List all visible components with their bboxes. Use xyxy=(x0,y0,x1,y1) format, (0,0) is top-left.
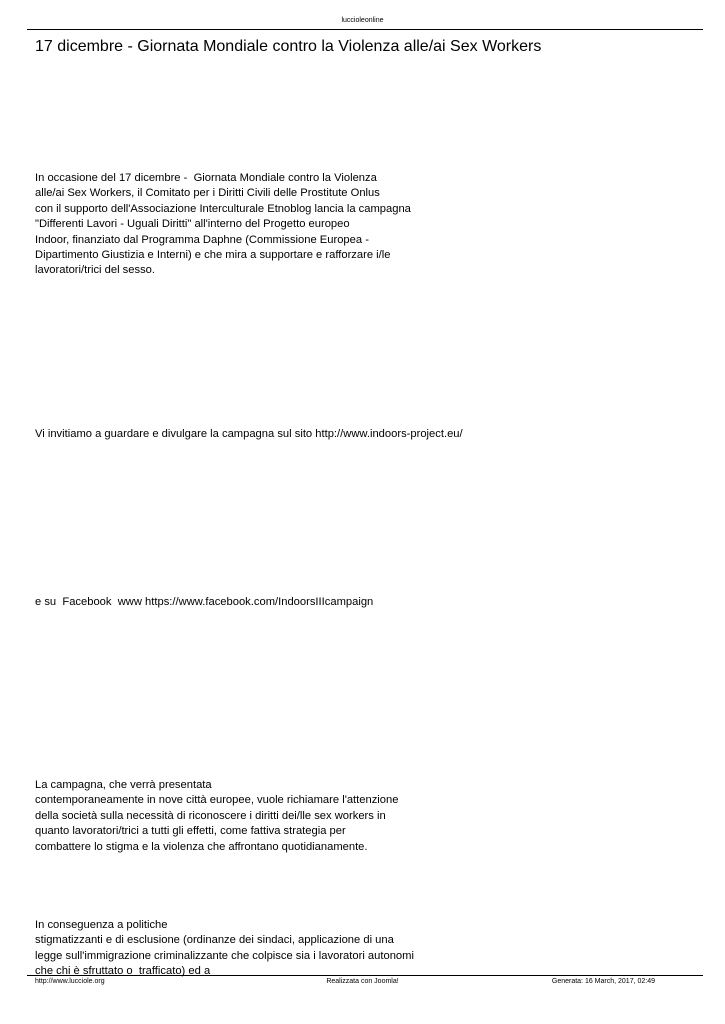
article-paragraph-1 xyxy=(35,171,411,279)
campaign-site-text: Vi invitiamo a guardare e divulgare la campagna sul sito http://www.indoors-project.eu/ xyxy=(35,428,463,440)
footer-site-url: http://www.lucciole.org xyxy=(35,978,105,985)
paragraph-line: Indoor, finanziato dal Programma Daphne (Commissione Europea - xyxy=(35,233,369,246)
page-header-site-name: luccioleonline xyxy=(341,17,384,24)
article-paragraph-3 xyxy=(35,595,373,610)
paragraph-line: La campagna, che verrà presentata xyxy=(35,779,212,791)
footer-generated-date: Generata: 16 March, 2017, 02:49 xyxy=(551,978,655,985)
paragraph-line: "Differenti Lavori - Uguali Diritti" all'interno del Progetto europeo xyxy=(35,218,350,231)
paragraph-line: della società sulla necessità di riconoscere i diritti dei/lle sex workers in xyxy=(35,809,386,822)
header-divider xyxy=(27,29,703,30)
article-paragraph-4 xyxy=(35,778,398,855)
article-paragraph-2 xyxy=(35,427,463,442)
paragraph-line: quanto lavoratori/trici a tutti gli effetti, come fattiva strategia per xyxy=(35,825,346,838)
paragraph-line: In occasione del 17 dicembre - Giornata Mondiale contro la Violenza xyxy=(35,172,377,184)
paragraph-line: lavoratori/trici del sesso. xyxy=(35,264,155,277)
paragraph-line: combattere lo stigma e la violenza che affrontano quotidianamente. xyxy=(35,840,368,853)
footer-divider xyxy=(27,975,703,976)
footer-made-with: Realizzata con Joomla! xyxy=(326,978,399,985)
paragraph-line: che chi è sfruttato o trafficato) ed a xyxy=(35,965,211,978)
paragraph-line: stigmatizzanti e di esclusione (ordinanze dei sindaci, applicazione di una xyxy=(35,934,394,947)
article-title: 17 dicembre - Giornata Mondiale contro la Violenza alle/ai Sex Workers xyxy=(35,38,542,55)
paragraph-line: alle/ai Sex Workers, il Comitato per i Diritti Civili delle Prostitute Onlus xyxy=(35,187,380,200)
facebook-text: e su Facebook www https://www.facebook.com/IndoorsIIIcampaign xyxy=(35,596,374,608)
paragraph-line: Dipartimento Giustizia e Interni) e che mira a supportare e rafforzare i/le xyxy=(35,249,391,262)
paragraph-line: con il supporto dell'Associazione Interculturale Etnoblog lancia la campagna xyxy=(35,202,411,215)
paragraph-line: legge sull'immigrazione criminalizzante che colpisce sia i lavoratori autonomi xyxy=(35,949,414,962)
article-paragraph-5 xyxy=(35,918,414,980)
paragraph-line: contemporaneamente in nove città europee, vuole richiamare l'attenzione xyxy=(35,794,399,807)
paragraph-line: In conseguenza a politiche xyxy=(35,919,168,931)
